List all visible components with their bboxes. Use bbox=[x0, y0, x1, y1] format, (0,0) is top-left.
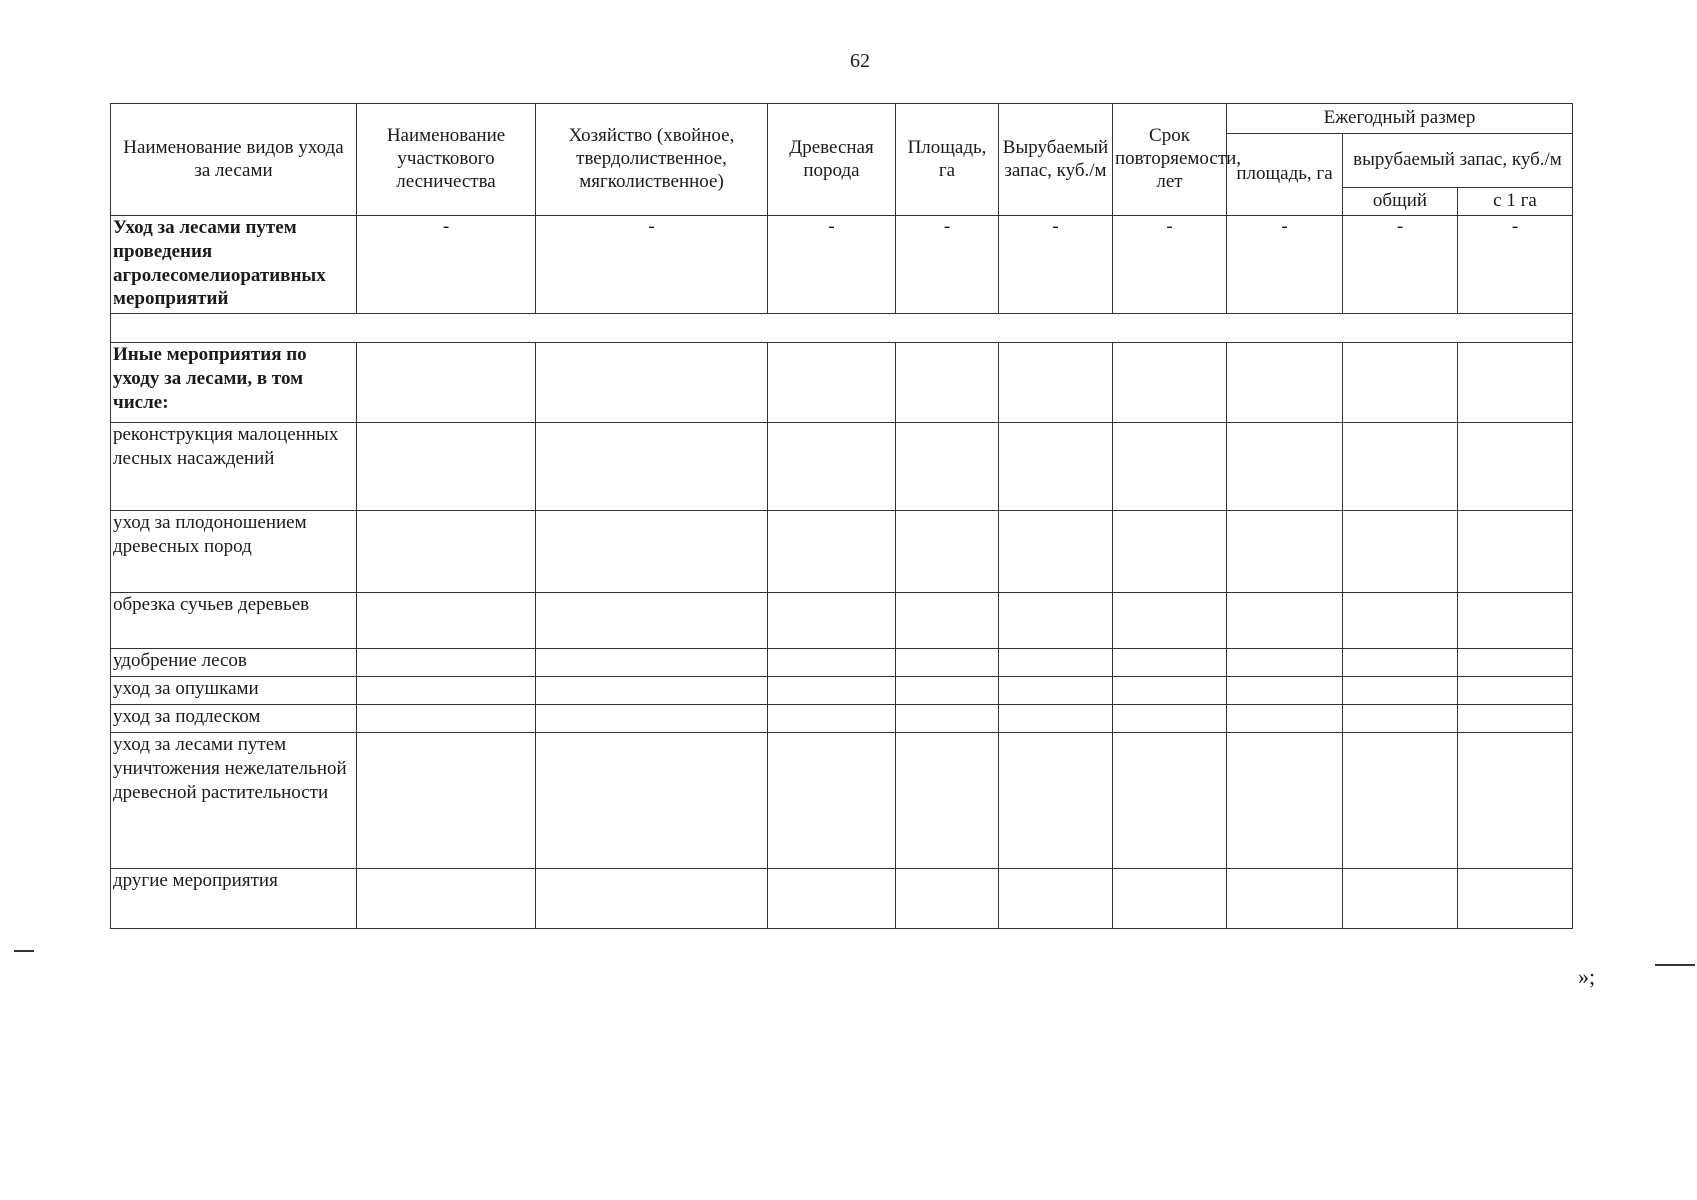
cell-annual-stock-per-ha bbox=[1458, 649, 1573, 677]
cell-forestry-district bbox=[357, 511, 536, 593]
row-label: Уход за лесами путем проведения агролесомелиоративных мероприятий bbox=[111, 216, 357, 314]
cell-annual-stock-per-ha bbox=[1458, 343, 1573, 423]
cell-repeat-period: - bbox=[1113, 216, 1227, 314]
cell-area bbox=[896, 733, 999, 869]
cell-repeat-period bbox=[1113, 343, 1227, 423]
cell-harvested-stock bbox=[999, 705, 1113, 733]
header-annual-area: площадь, га bbox=[1227, 134, 1343, 216]
header-area: Площадь, га bbox=[896, 104, 999, 216]
table-row bbox=[111, 705, 1573, 733]
cell-farm-type bbox=[536, 705, 768, 733]
cell-annual-stock-per-ha bbox=[1458, 705, 1573, 733]
cell-repeat-period bbox=[1113, 705, 1227, 733]
cell-annual-stock-total bbox=[1343, 511, 1458, 593]
cell-repeat-period bbox=[1113, 733, 1227, 869]
cell-annual-stock-per-ha bbox=[1458, 423, 1573, 511]
cell-harvested-stock: - bbox=[999, 216, 1113, 314]
table-row bbox=[111, 649, 1573, 677]
cell-repeat-period bbox=[1113, 677, 1227, 705]
cell-annual-area bbox=[1227, 705, 1343, 733]
cell-tree-species: - bbox=[768, 216, 896, 314]
cell-tree-species bbox=[768, 343, 896, 423]
header-annual-stock-total: общий bbox=[1343, 188, 1458, 216]
row-label: уход за подлеском bbox=[111, 705, 357, 733]
cell-annual-stock-total bbox=[1343, 705, 1458, 733]
cell-farm-type bbox=[536, 343, 768, 423]
table-row bbox=[111, 511, 1573, 593]
cell-area bbox=[896, 869, 999, 929]
cell-annual-stock-per-ha bbox=[1458, 677, 1573, 705]
cell-area bbox=[896, 593, 999, 649]
row-label: уход за плодоношением древесных пород bbox=[111, 511, 357, 593]
header-care-type: Наименование видов ухода за лесами bbox=[111, 104, 357, 216]
cell-farm-type bbox=[536, 511, 768, 593]
row-label: другие мероприятия bbox=[111, 869, 357, 929]
closing-quote-mark: »; bbox=[1578, 964, 1596, 989]
cell-harvested-stock bbox=[999, 677, 1113, 705]
cell-repeat-period bbox=[1113, 649, 1227, 677]
cell-annual-area bbox=[1227, 511, 1343, 593]
right-margin-mark bbox=[1655, 964, 1695, 966]
cell-annual-stock-per-ha bbox=[1458, 511, 1573, 593]
table-row bbox=[111, 423, 1573, 511]
header-harvested-stock: Вырубаемый запас, куб./м bbox=[999, 104, 1113, 216]
cell-harvested-stock bbox=[999, 869, 1113, 929]
cell-repeat-period bbox=[1113, 593, 1227, 649]
forest-care-table bbox=[110, 103, 1573, 929]
cell-harvested-stock bbox=[999, 423, 1113, 511]
row-label: уход за опушками bbox=[111, 677, 357, 705]
cell-farm-type bbox=[536, 649, 768, 677]
cell-forestry-district bbox=[357, 733, 536, 869]
left-margin-mark bbox=[14, 950, 34, 952]
header-farm-type: Хозяйство (хвойное, твердолиственное, мягколиственное) bbox=[536, 104, 768, 216]
header-tree-species: Древесная порода bbox=[768, 104, 896, 216]
header-annual-stock-per-ha: с 1 га bbox=[1458, 188, 1573, 216]
cell-harvested-stock bbox=[999, 649, 1113, 677]
cell-forestry-district bbox=[357, 593, 536, 649]
page-number: 62 bbox=[850, 50, 870, 72]
row-label: удобрение лесов bbox=[111, 649, 357, 677]
cell-harvested-stock bbox=[999, 343, 1113, 423]
cell-area bbox=[896, 343, 999, 423]
cell-annual-stock-total bbox=[1343, 733, 1458, 869]
cell-annual-stock-per-ha bbox=[1458, 593, 1573, 649]
cell-annual-stock-total bbox=[1343, 423, 1458, 511]
cell-forestry-district bbox=[357, 649, 536, 677]
cell-area bbox=[896, 423, 999, 511]
row-label: реконструкция малоценных лесных насаждений bbox=[111, 423, 357, 511]
table-row bbox=[111, 593, 1573, 649]
cell-forestry-district bbox=[357, 343, 536, 423]
cell-area bbox=[896, 705, 999, 733]
cell-forestry-district bbox=[357, 705, 536, 733]
cell-annual-area bbox=[1227, 423, 1343, 511]
cell-farm-type bbox=[536, 593, 768, 649]
table-row bbox=[111, 869, 1573, 929]
cell-annual-stock-total bbox=[1343, 649, 1458, 677]
cell-annual-area bbox=[1227, 733, 1343, 869]
cell-annual-stock-total: - bbox=[1343, 216, 1458, 314]
cell-annual-stock-total bbox=[1343, 869, 1458, 929]
cell-area bbox=[896, 511, 999, 593]
cell-annual-area bbox=[1227, 677, 1343, 705]
cell-tree-species bbox=[768, 705, 896, 733]
cell-farm-type bbox=[536, 677, 768, 705]
cell-forestry-district bbox=[357, 677, 536, 705]
header-forestry-district: Наименование участкового лесничества bbox=[357, 104, 536, 216]
spacer-row bbox=[111, 314, 1573, 343]
cell-farm-type bbox=[536, 869, 768, 929]
cell-annual-area bbox=[1227, 869, 1343, 929]
header-annual-size: Ежегодный размер bbox=[1227, 104, 1573, 134]
table-header bbox=[111, 104, 1573, 216]
header-annual-stock: вырубаемый запас, куб./м bbox=[1343, 134, 1573, 188]
cell-tree-species bbox=[768, 593, 896, 649]
row-label: обрезка сучьев деревьев bbox=[111, 593, 357, 649]
cell-farm-type bbox=[536, 733, 768, 869]
table-row bbox=[111, 733, 1573, 869]
row-label: уход за лесами путем уничтожения нежелательной древесной растительности bbox=[111, 733, 357, 869]
cell-tree-species bbox=[768, 511, 896, 593]
row-label: Иные мероприятия по уходу за лесами, в том числе: bbox=[111, 343, 357, 423]
cell-area bbox=[896, 649, 999, 677]
cell-annual-area bbox=[1227, 343, 1343, 423]
table-row bbox=[111, 343, 1573, 423]
cell-area: - bbox=[896, 216, 999, 314]
cell-harvested-stock bbox=[999, 511, 1113, 593]
cell-annual-stock-per-ha bbox=[1458, 869, 1573, 929]
cell-repeat-period bbox=[1113, 511, 1227, 593]
table-body bbox=[111, 216, 1573, 929]
cell-repeat-period bbox=[1113, 869, 1227, 929]
cell-forestry-district bbox=[357, 869, 536, 929]
cell-tree-species bbox=[768, 869, 896, 929]
cell-farm-type bbox=[536, 423, 768, 511]
cell-annual-area bbox=[1227, 593, 1343, 649]
cell-annual-area: - bbox=[1227, 216, 1343, 314]
cell-harvested-stock bbox=[999, 733, 1113, 869]
cell-annual-stock-per-ha: - bbox=[1458, 216, 1573, 314]
cell-annual-area bbox=[1227, 649, 1343, 677]
cell-tree-species bbox=[768, 677, 896, 705]
cell-forestry-district bbox=[357, 423, 536, 511]
spacer-cell bbox=[111, 314, 1573, 343]
cell-area bbox=[896, 677, 999, 705]
cell-forestry-district: - bbox=[357, 216, 536, 314]
cell-harvested-stock bbox=[999, 593, 1113, 649]
cell-annual-stock-total bbox=[1343, 343, 1458, 423]
cell-annual-stock-total bbox=[1343, 593, 1458, 649]
cell-tree-species bbox=[768, 649, 896, 677]
table-row bbox=[111, 677, 1573, 705]
cell-repeat-period bbox=[1113, 423, 1227, 511]
cell-tree-species bbox=[768, 423, 896, 511]
header-repeat-period: Срок повторяемости, лет bbox=[1113, 104, 1227, 216]
cell-farm-type: - bbox=[536, 216, 768, 314]
cell-tree-species bbox=[768, 733, 896, 869]
cell-annual-stock-per-ha bbox=[1458, 733, 1573, 869]
table-row bbox=[111, 216, 1573, 314]
cell-annual-stock-total bbox=[1343, 677, 1458, 705]
